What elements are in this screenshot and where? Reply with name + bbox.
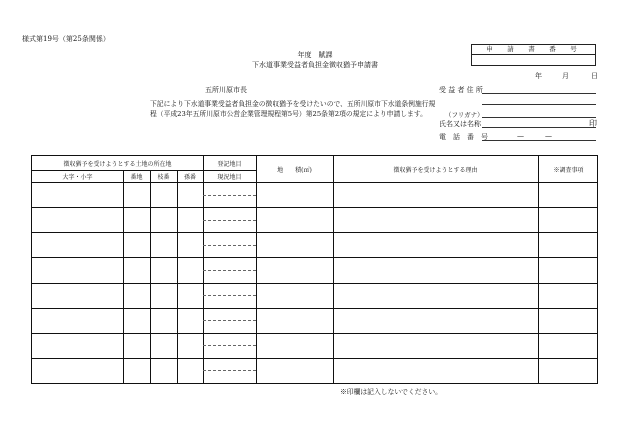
footer-note: ※印欄は記入しないでください。 xyxy=(340,388,442,396)
table-row[interactable] xyxy=(32,308,597,333)
name-line[interactable] xyxy=(482,127,596,128)
form-title-line1: 年度 賦課 xyxy=(297,51,333,59)
th-area: 地 積(㎡) xyxy=(277,167,312,174)
form-title: 下水道事業受益者負担金徴収猶予申請書 xyxy=(252,61,378,69)
th-edaban: 枝番 xyxy=(157,174,170,181)
th-magoban: 孫番 xyxy=(183,174,196,181)
table-row[interactable] xyxy=(32,358,597,383)
table-row[interactable] xyxy=(32,182,597,207)
application-number-label: 申 請 書 番 号 xyxy=(472,45,595,55)
th-banchi: 番地 xyxy=(130,174,143,181)
address-line-2[interactable] xyxy=(482,104,596,105)
th-registered: 登記地目 xyxy=(217,161,242,168)
table-row[interactable] xyxy=(32,257,597,282)
form-id: 様式第19号（第25条関係） xyxy=(22,35,110,43)
location-table xyxy=(31,155,598,384)
date-month: 月 xyxy=(562,72,569,80)
addressee: 五所川原市長 xyxy=(205,86,247,94)
application-number-box xyxy=(471,44,596,66)
phone-separator-1: — xyxy=(517,132,524,140)
seal-mark: 印 xyxy=(589,119,597,128)
phone-label: 電 話 番 号 xyxy=(439,133,488,141)
furigana-label: （フリガナ） xyxy=(445,111,484,119)
table-row[interactable] xyxy=(32,207,597,232)
address-label: 受 益 者 住 所 xyxy=(439,86,483,94)
application-number-value[interactable] xyxy=(472,55,595,66)
th-survey: ※調査事項 xyxy=(553,167,584,174)
phone-line[interactable] xyxy=(482,140,596,141)
table-row[interactable] xyxy=(32,232,597,257)
date-day: 日 xyxy=(591,72,598,80)
address-line[interactable] xyxy=(482,93,596,94)
table-row[interactable] xyxy=(32,333,597,358)
phone-separator-2: — xyxy=(545,132,552,140)
name-label: 氏名又は名称 xyxy=(439,120,481,128)
date-year: 年 xyxy=(535,72,542,80)
th-oaza: 大字・小字 xyxy=(62,174,93,181)
th-reason: 徴収猶予を受けようとする理由 xyxy=(393,167,478,174)
table-row[interactable] xyxy=(32,283,597,308)
th-current: 現況地目 xyxy=(217,174,242,181)
furigana-line[interactable] xyxy=(482,117,596,118)
th-location: 徴収猶予を受けようとする土地の所在地 xyxy=(63,161,172,168)
body-text: 下記により下水道事業受益者負担金の徴収猶予を受けたいので、五所川原市下水道条例施行規程（平成23年五所川原市公営企業管理規程第5号）第25条第2項の規定により申請します。 xyxy=(150,100,436,118)
